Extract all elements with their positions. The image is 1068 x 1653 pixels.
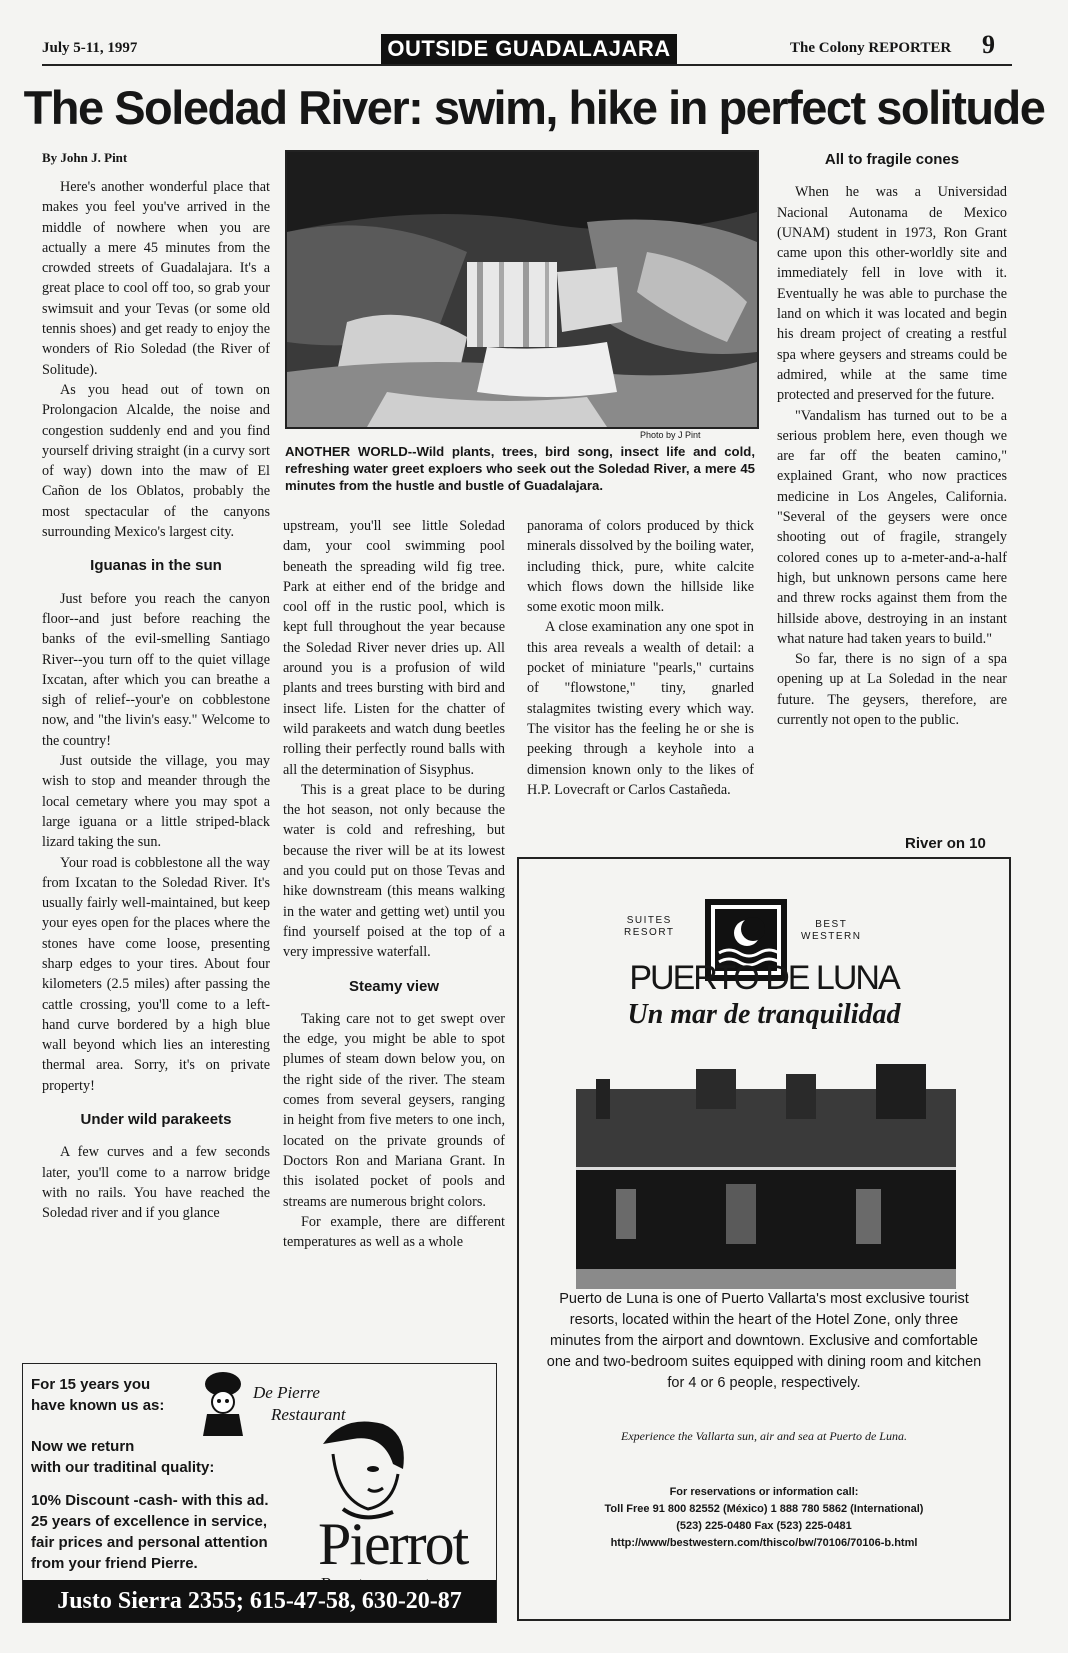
paragraph: Just outside the village, you may wish to stop and meander through the local cemetary where you may spot a large iguana or a little striped-black lizard taking the sun. xyxy=(42,753,270,851)
reservation-info: For reservations or information call: Toll Free 91 800 82552 (México) 1 888 780 5862 (International) (523) 225-0480 Fax (523) 225-0481 http://www/bestwestern.com/thisco/bw/70106/70106-b.html xyxy=(519,1484,1009,1552)
pierrot-logo: Pierrot xyxy=(318,1511,468,1577)
newspaper-name: The Colony REPORTER xyxy=(790,40,952,56)
paragraph: upstream, you'll see little Soledad dam, your cool swimming pool beneath the spreading wild fig tree. Park at either end of the bridge and cool off in the rustic pool, which is kept full throughout the year because the Soledad River never dries up. All around you is a profusion of wild plants and trees bursting with bird and insect life. Listen for the chatter of wild parakeets and watch dung beetles rolling their perfectly round balls with all the determination of Sisyphus. xyxy=(283,518,505,778)
resort-description: Puerto de Luna is one of Puerto Vallarta's most exclusive tourist resorts, located within the heart of the Hotel Zone, only three minutes from the airport and downtown. Exclusive and comfortable one and two-bedroom suites equipped with dining room and kitchen for 4 or 6 people, respectively. xyxy=(546,1291,982,1391)
paragraph: Just before you reach the canyon floor--and just before reaching the banks of the evil-smelling Santiago River--you turn off to the quiet village Ixcatan, after which you can breathe a sigh of relief--your'e on cobblestone now, and "the livin's easy." Welcome to the country! xyxy=(42,590,270,749)
paragraph: panorama of colors produced by thick minerals dissolved by the boiling water, including thick, pure, white calcite which flows down the hillside like some exotic moon milk. xyxy=(527,518,754,616)
paragraph: Here's another wonderful place that makes you feel you've arrived in the middle of nowhere when you are actually a mere 45 minutes from the crowded streets of Guadalajara. It's a great place to cool off too, so grab your swimsuit and your Tevas (or some old tennis shoes) and get ready to enjoy the wonders of Rio Soledad (the River of Solitude). xyxy=(42,179,270,378)
ad-intro: For 15 years you have known us as: xyxy=(31,1376,165,1414)
resort-tagline: Un mar de tranquilidad xyxy=(627,999,901,1030)
resort-slogan: Experience the Vallarta sun, air and sea at Puerto de Luna. xyxy=(621,1429,907,1443)
headline: The Soledad River: swim, hike in perfect solitude xyxy=(23,81,1045,134)
paragraph: So far, there is no sign of a spa opening up at La Soledad in the near future. The geysers, therefore, are currently not open to the public. xyxy=(777,651,1007,729)
chef-icon xyxy=(193,1368,253,1438)
paragraph: Taking care not to get swept over the edge, you might be able to spot plumes of steam down below you, on the right side of the river. The steam comes from several geysers, ranging in height from five meters to one inch, located on the private grounds of Doctors Ron and Mariana Grant. In this isolated pocket of pools and streams are numerous bright colors. xyxy=(283,1010,505,1210)
paragraph: A close examination any one spot in this area reveals a wealth of detail: a pocket of miniature "pearls," curtains of "flowstone," tiny, gnarled stalagmites twisting every which way. The visitor has the feeling he or she is peeking through a keyhole into a dimension known only to the likes of H.P. Lovecraft or Carlos Castañeda. xyxy=(527,619,754,798)
paragraph: As you head out of town on Prolongacion Alcalde, the noise and congestion suddenly end and you find yourself driving straight (in a curvy sort of way) down into the maw of El Cañon de los Oblatos, probably the most spectacular of the canyons surrounding Mexico's largest city. xyxy=(42,381,270,541)
byline: By John J. Pint xyxy=(42,150,128,165)
paragraph: "Vandalism has turned out to be a serious problem here, even though we are far off the beaten camino," explained Grant, who now practices medicine in Los Angeles, California. "Several of the geysers were once shooting out of fragile, strangely colored cones up to a-meter-and-a-half high, but unknown persons came here and threw rocks against them from the hillside above, destroying in an instant what nature had taken years to build." xyxy=(777,407,1007,647)
resort-url[interactable]: http://www/bestwestern.com/thisco/bw/70106/70106-b.html xyxy=(610,1537,918,1549)
photo-caption: ANOTHER WORLD--Wild plants, trees, bird song, insect life and cold, refreshing water greet exploers who seek out the Soledad River, a mere 45 minutes from the hustle and bustle of Guadalajara. xyxy=(285,444,755,493)
subhead-parakeets: Under wild parakeets xyxy=(80,1111,232,1129)
subhead-fragile-cones: All to fragile cones xyxy=(824,151,960,168)
paragraph: A few curves and a few seconds later, you'll come to a narrow bridge with no rails. You have reached the Soledad river and if you glance xyxy=(42,1144,270,1222)
puerto-de-luna-ad xyxy=(517,857,1011,1621)
article-column-2 xyxy=(283,516,505,1252)
paragraph: This is a great place to be during the hot season, not only because the water is cold and refreshing, but because the river will be at its lowest and you could put on those Tevas and hike downstream (this means walking in the water and getting wet) until you find yourself poised at the top of a very impressive waterfall. xyxy=(283,781,505,961)
paragraph: When he was a Universidad Nacional Autonama de Mexico (UNAM) student in 1973, Ron Grant came upon this other-worldly site and immediately fell in love with it. Eventually he was able to purchase the land on which it was located and begin his dream project of creating a restful spa where geysers and streams could be admired, while at the same time protected and preserved for the future. xyxy=(777,184,1007,404)
resort-pool-photo xyxy=(576,1059,956,1289)
ad-discount: 10% Discount -cash- with this ad. 25 years of excellence in service, fair prices and personal attention from your friend Pierre. xyxy=(31,1492,269,1572)
pierrot-face-icon xyxy=(313,1414,413,1524)
photo-credit: Photo by J Pint xyxy=(640,430,701,440)
issue-date: July 5-11, 1997 xyxy=(42,40,138,56)
article-column-3 xyxy=(527,516,754,800)
subhead-iguanas: Iguanas in the sun xyxy=(90,557,222,575)
header-rule xyxy=(42,64,1012,66)
continued-jump: River on 10 xyxy=(905,835,986,852)
old-restaurant-name: De Pierre Restaurant xyxy=(253,1383,346,1424)
subhead-steamy: Steamy view xyxy=(348,977,440,995)
ad-address-bar: Justo Sierra 2355; 615-47-58, 630-20-87 xyxy=(23,1580,496,1622)
best-western-label: BEST WESTERN xyxy=(801,919,862,942)
resort-name: PUERTO DE LUNA xyxy=(629,959,899,997)
suites-resort-label: SUITES RESORT xyxy=(624,915,675,938)
article-column-4 xyxy=(777,150,1007,730)
waterfall-image xyxy=(287,152,757,427)
section-banner: OUTSIDE GUADALAJARA xyxy=(381,34,677,64)
ad-return: Now we return with our traditinal quality: xyxy=(31,1438,215,1476)
paragraph: For example, there are different temperatures as well as a whole xyxy=(283,1213,505,1251)
article-column-1 xyxy=(42,177,270,1224)
page-number: 9 xyxy=(982,30,995,59)
pierrot-restaurant-ad xyxy=(22,1363,497,1623)
paragraph: Your road is cobblestone all the way from Ixcatan to the Soledad River. It's usually fairly well-maintained, but keep your eyes open for the places where the stones have come loose, presenting sharp edges to your tires. About four kilometers (2.5 miles) after passing the cattle crossing, you'll come to a left-hand curve bordered by a high blue wall beyond which lies an interesting thermal area. Sorry, it's on private property! xyxy=(42,854,270,1094)
waterfall-photo xyxy=(285,150,759,429)
